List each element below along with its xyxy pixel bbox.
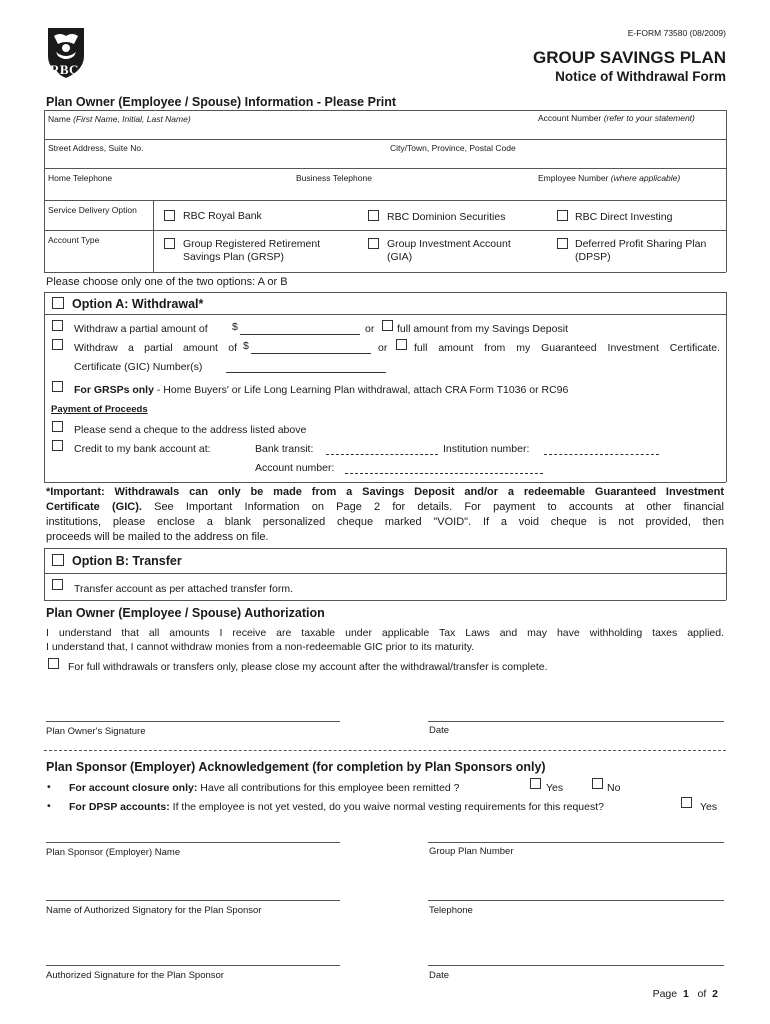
sponsor-telephone-label: Telephone <box>429 905 473 916</box>
account-type-grsp-checkbox[interactable] <box>164 238 175 249</box>
account-type-gia-checkbox[interactable] <box>368 238 379 249</box>
account-type-label: Account Type <box>48 235 100 245</box>
service-direct-investing-label: RBC Direct Investing <box>575 211 673 223</box>
gic-number-field[interactable] <box>226 361 386 373</box>
option-a-title: Option A: Withdrawal* <box>72 297 204 311</box>
payment-heading: Payment of Proceeds <box>51 404 148 415</box>
full-gic-label: full amount from my Guaranteed Investment Certificate. <box>414 342 720 354</box>
cheque-label: Please send a cheque to the address listed above <box>74 424 307 436</box>
sponsor-telephone-line[interactable] <box>428 900 724 901</box>
account-number-payment-field[interactable] <box>345 462 543 474</box>
logo-text: RBC <box>50 62 79 77</box>
sponsor-signature-line[interactable] <box>46 965 340 966</box>
transfer-checkbox[interactable] <box>52 579 63 590</box>
full-gic-checkbox[interactable] <box>396 339 407 350</box>
important-notice: *Important: Withdrawals can only be made from a Savings Deposit and/or a redeemable Guaranteed Investment Certificate (GIC). See Important Information on Page 2 for details. For payment to accounts at other financial institutions, please enclose a blank personalized cheque marked "VOID". If a void cheque is not provided, then proceeds will be mailed to the address on file. <box>46 486 724 543</box>
owner-date-line[interactable] <box>428 721 724 722</box>
name-field[interactable] <box>48 124 528 137</box>
closure-question: For account closure only: Have all contributions for this employee been remitted ? <box>69 782 460 794</box>
partial-savings-checkbox[interactable] <box>52 320 63 331</box>
close-account-label: For full withdrawals or transfers only, please close my account after the withdrawal/transfer is complete. <box>68 661 548 673</box>
service-royal-bank-label: RBC Royal Bank <box>183 210 262 222</box>
account-type-dpsp-checkbox[interactable] <box>557 238 568 249</box>
close-account-checkbox[interactable] <box>48 658 59 669</box>
account-type-gia-label: Group Investment Account (GIA) <box>387 238 511 263</box>
closure-yes-label: Yes <box>546 782 564 794</box>
authorization-heading: Plan Owner (Employee / Spouse) Authorization <box>46 606 325 620</box>
sponsor-signature-label: Authorized Signature for the Plan Sponsor <box>46 970 224 981</box>
form-title: GROUP SAVINGS PLAN <box>532 48 726 67</box>
account-number-payment-label: Account number: <box>255 462 335 474</box>
employee-number-label: Employee Number (where applicable) <box>538 173 681 183</box>
city-field[interactable] <box>390 153 723 166</box>
authorization-text: I understand that all amounts I receive are taxable under applicable Tax Laws and may have withholding taxes applied. I understand that, I cannot withdraw monies from a non-redeemable GIC prior to its maturity. <box>46 627 724 653</box>
partial-gic-amount-field[interactable] <box>251 342 371 354</box>
or-text-2: or <box>378 342 388 354</box>
gic-number-label: Certificate (GIC) Number(s) <box>74 361 203 373</box>
grsp-hbp-checkbox[interactable] <box>52 381 63 392</box>
business-telephone-label: Business Telephone <box>296 173 372 183</box>
partial-gic-checkbox[interactable] <box>52 339 63 350</box>
full-savings-label: full amount from my Savings Deposit <box>397 323 568 335</box>
group-plan-line[interactable] <box>428 842 724 843</box>
form-number: E-FORM 73580 (08/2009) <box>627 28 726 38</box>
dpsp-yes-label: Yes <box>700 801 718 813</box>
partial-savings-label: Withdraw a partial amount of <box>74 323 208 335</box>
institution-number-field[interactable] <box>544 443 659 455</box>
option-b-title: Option B: Transfer <box>72 554 182 568</box>
sponsor-date-label: Date <box>429 970 450 981</box>
account-type-dpsp-label: Deferred Profit Sharing Plan (DPSP) <box>575 238 707 263</box>
signatory-name-label: Name of Authorized Signatory for the Plan Sponsor <box>46 905 262 916</box>
home-telephone-field[interactable] <box>48 184 288 198</box>
account-number-field[interactable] <box>538 124 723 137</box>
dpsp-question: For DPSP accounts: If the employee is not yet vested, do you waive normal vesting requirements for this request? <box>69 801 604 813</box>
name-label: Name (First Name, Initial, Last Name) <box>48 114 191 124</box>
owner-signature-label: Plan Owner's Signature <box>46 726 146 737</box>
home-telephone-label: Home Telephone <box>48 173 113 183</box>
full-savings-checkbox[interactable] <box>382 320 393 331</box>
page-indicator: Page 1 of 2 <box>652 988 718 1000</box>
owner-info-heading: Plan Owner (Employee / Spouse) Information - Please Print <box>46 95 397 109</box>
partial-savings-amount-field[interactable] <box>240 323 360 335</box>
cheque-checkbox[interactable] <box>52 421 63 432</box>
service-dominion-checkbox[interactable] <box>368 210 379 221</box>
partial-gic-label: Withdraw a partial amount of <box>74 342 237 354</box>
service-direct-investing-checkbox[interactable] <box>557 210 568 221</box>
business-telephone-field[interactable] <box>296 184 531 198</box>
street-field[interactable] <box>48 153 378 166</box>
closure-no-checkbox[interactable] <box>592 778 603 789</box>
dollar-sign-1: $ <box>232 321 238 333</box>
closure-no-label: No <box>607 782 621 794</box>
service-delivery-label: Service Delivery Option <box>48 205 137 215</box>
dollar-sign-2: $ <box>243 340 249 352</box>
bullet-2: • <box>47 800 51 812</box>
sponsor-name-line[interactable] <box>46 842 340 843</box>
form-subtitle: Notice of Withdrawal Form <box>555 69 726 84</box>
owner-signature-line[interactable] <box>46 721 340 722</box>
bullet-1: • <box>47 781 51 793</box>
city-label: City/Town, Province, Postal Code <box>390 143 516 153</box>
closure-yes-checkbox[interactable] <box>530 778 541 789</box>
choose-option-text: Please choose only one of the two options: A or B <box>46 276 288 288</box>
bank-transit-field[interactable] <box>326 443 438 455</box>
rbc-logo <box>44 26 88 80</box>
grsp-hbp-text: For GRSPs only - Home Buyers' or Life Long Learning Plan withdrawal, attach CRA Form T1036 or RC96 <box>74 384 569 396</box>
bank-credit-label: Credit to my bank account at: <box>74 443 211 455</box>
option-b-checkbox[interactable] <box>52 554 64 566</box>
sponsor-date-line[interactable] <box>428 965 724 966</box>
account-type-grsp-label: Group Registered Retirement Savings Plan (GRSP) <box>183 238 321 263</box>
street-label: Street Address, Suite No. <box>48 143 144 153</box>
institution-number-label: Institution number: <box>443 443 530 455</box>
dpsp-yes-checkbox[interactable] <box>681 797 692 808</box>
option-a-checkbox[interactable] <box>52 297 64 309</box>
service-royal-bank-checkbox[interactable] <box>164 210 175 221</box>
account-number-label: Account Number (refer to your statement) <box>538 113 695 123</box>
bank-transit-label: Bank transit: <box>255 443 314 455</box>
bank-credit-checkbox[interactable] <box>52 440 63 451</box>
sponsor-heading: Plan Sponsor (Employer) Acknowledgement (for completion by Plan Sponsors only) <box>46 760 546 774</box>
service-dominion-label: RBC Dominion Securities <box>387 211 506 223</box>
sponsor-name-label: Plan Sponsor (Employer) Name <box>46 847 181 858</box>
group-plan-label: Group Plan Number <box>429 846 514 857</box>
signatory-name-line[interactable] <box>46 900 340 901</box>
employee-number-field[interactable] <box>538 184 723 198</box>
or-text-1: or <box>365 323 375 335</box>
transfer-label: Transfer account as per attached transfer form. <box>74 583 294 595</box>
owner-date-label: Date <box>429 725 450 736</box>
